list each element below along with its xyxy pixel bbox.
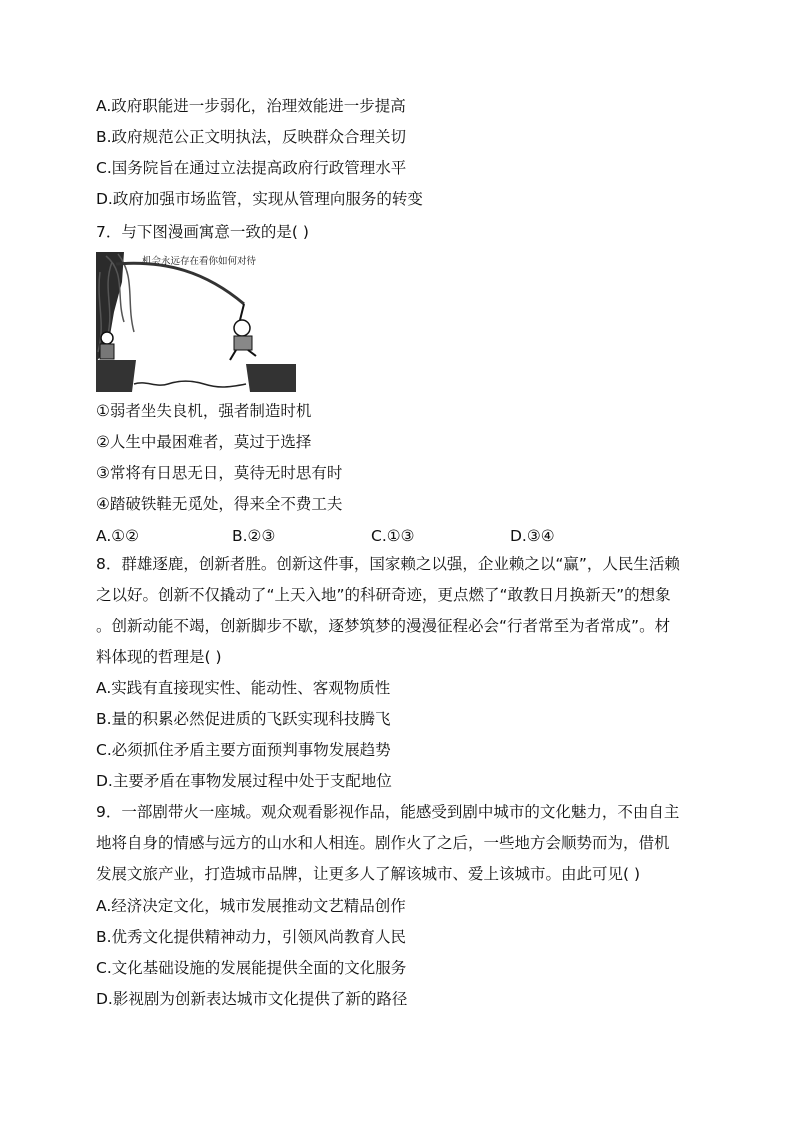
q9-stem-line-1: 9．一部剧带火一座城。观众观看影视作品，能感受到剧中城市的文化魅力，不由自主 xyxy=(96,803,680,821)
q8-stem-line-1: 8．群雄逐鹿，创新者胜。创新这件事，国家赖之以强，企业赖之以“赢”，人民生活赖 xyxy=(96,555,680,573)
q9-option-c: C.文化基础设施的发展能提供全面的文化服务 xyxy=(96,959,407,977)
q6-option-d: D.政府加强市场监管，实现从管理向服务的转变 xyxy=(96,190,423,208)
jumping-person-head-shape xyxy=(234,320,250,336)
q8-stem-line-4: 料体现的哲理是( ) xyxy=(96,648,222,666)
q7-statement-4: ④踏破铁鞋无觅处，得来全不费工夫 xyxy=(96,495,343,513)
sitting-person-body-shape xyxy=(100,344,114,359)
q7-options xyxy=(96,525,656,547)
left-cliff-shape xyxy=(96,360,136,392)
right-cliff-shape xyxy=(246,364,296,392)
q7-statement-1: ①弱者坐失良机，强者制造时机 xyxy=(96,402,312,420)
cartoon-caption: 机会永远存在看你如何对待 xyxy=(142,256,257,267)
q7-option-d: D.③④ xyxy=(510,527,555,545)
q6-option-a: A.政府职能进一步弱化，治理效能进一步提高 xyxy=(96,97,406,115)
q7-statement-2: ②人生中最困难者，莫过于选择 xyxy=(96,433,312,451)
q6-option-c: C.国务院旨在通过立法提高政府行政管理水平 xyxy=(96,159,407,177)
q9-stem-line-3: 发展文旅产业，打造城市品牌，让更多人了解该城市、爱上该城市。由此可见( ) xyxy=(96,865,641,883)
q8-option-c: C.必须抓住矛盾主要方面预判事物发展趋势 xyxy=(96,741,391,759)
q7-option-c: C.①③ xyxy=(371,527,415,545)
sitting-person-head-shape xyxy=(101,332,113,344)
q9-option-b: B.优秀文化提供精神动力，引领风尚教育人民 xyxy=(96,928,407,946)
q8-stem-line-2: 之以好。创新不仅撬动了“上天入地”的科研奇迹，更点燃了“敢教日月换新天”的想象 xyxy=(96,586,671,604)
q7-option-b: B.②③ xyxy=(232,527,276,545)
q9-option-d: D.影视剧为创新表达城市文化提供了新的路径 xyxy=(96,990,408,1008)
q7-statement-3: ③常将有日思无日，莫待无时思有时 xyxy=(96,464,343,482)
q9-option-a: A.经济决定文化，城市发展推动文艺精品创作 xyxy=(96,897,406,915)
q7-option-a: A.①② xyxy=(96,527,140,545)
q8-option-d: D.主要矛盾在事物发展过程中处于支配地位 xyxy=(96,772,392,790)
q8-option-b: B.量的积累必然促进质的飞跃实现科技腾飞 xyxy=(96,710,391,728)
q9-stem-line-2: 地将自身的情感与远方的山水和人相连。剧作火了之后，一些地方会顺势而为，借机 xyxy=(96,834,670,852)
q6-option-b: B.政府规范公正文明执法，反映群众合理关切 xyxy=(96,128,407,146)
q7-stem: 7．与下图漫画寓意一致的是( ) xyxy=(96,223,309,241)
cartoon-illustration xyxy=(96,252,296,392)
q8-option-a: A.实践有直接现实性、能动性、客观物质性 xyxy=(96,679,391,697)
q8-stem-line-3: 。创新动能不竭，创新脚步不歇，逐梦筑梦的漫漫征程必会“行者常至为者常成”。材 xyxy=(96,617,671,635)
jumping-person-body-shape xyxy=(234,336,252,350)
